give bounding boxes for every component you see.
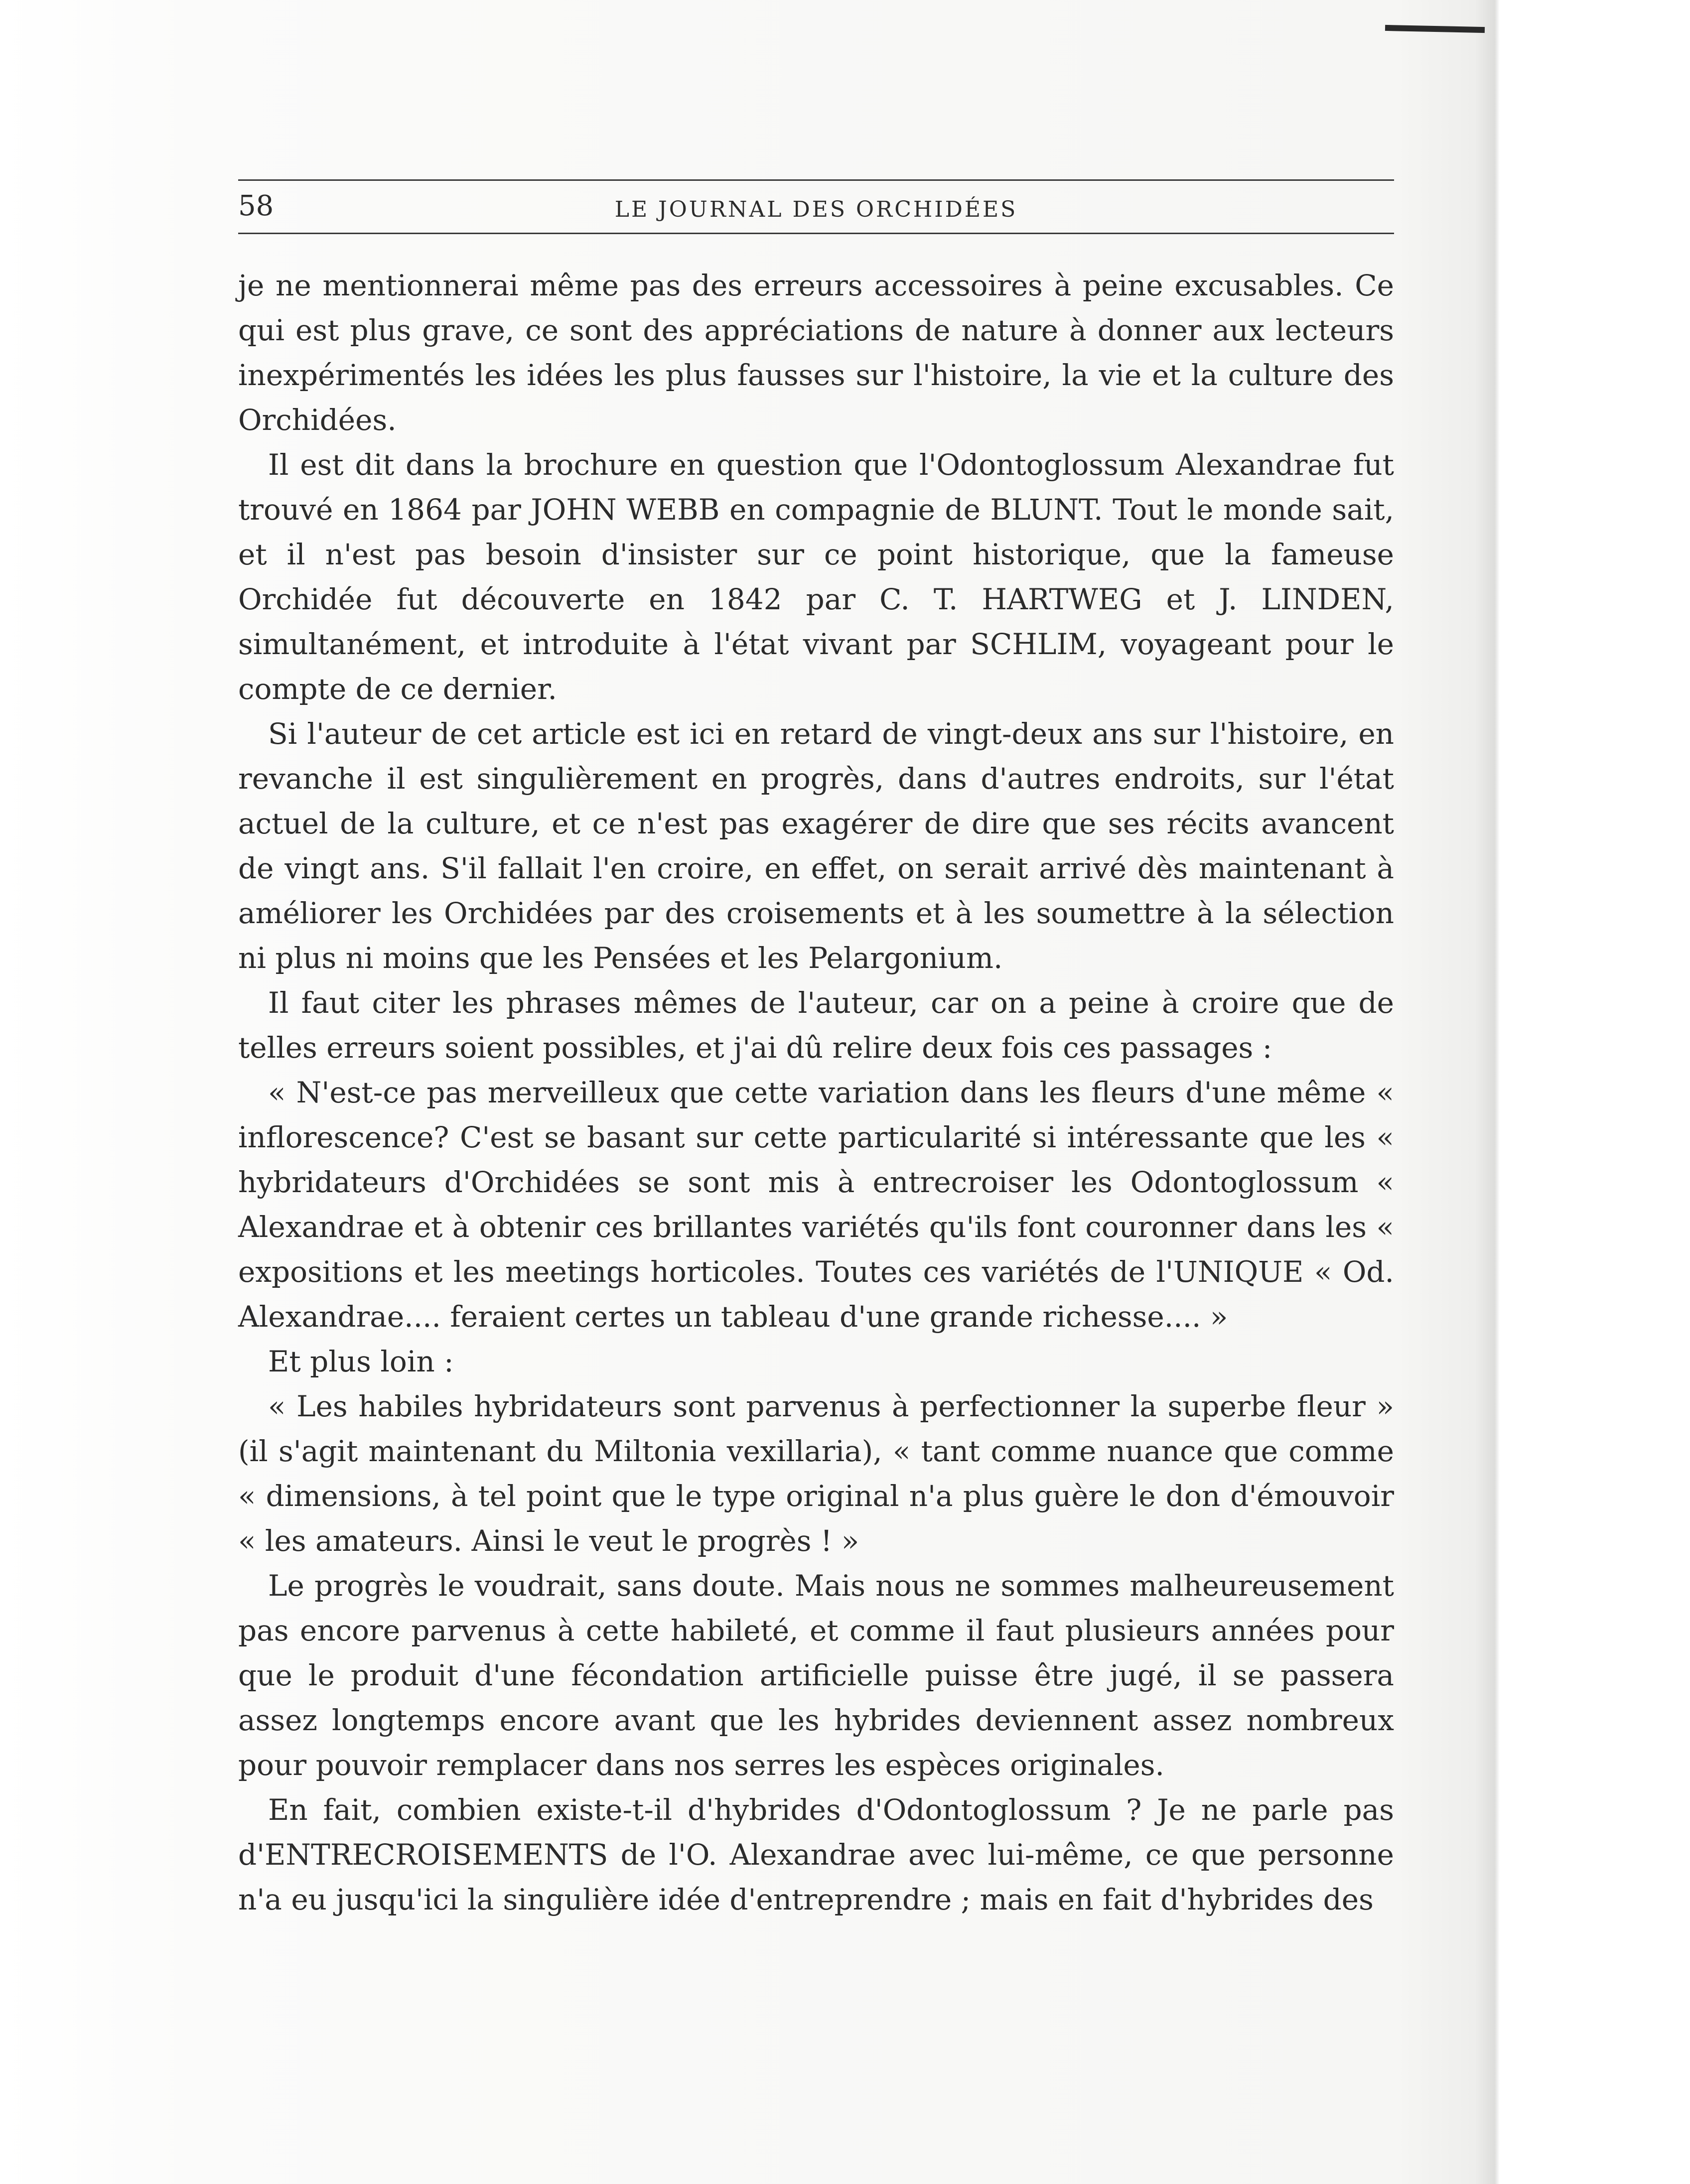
paragraph-errors: je ne mentionnerai même pas des erreurs accessoires à peine excusables. Ce qui est plus grave, ce sont des appréciations de nature à donner aux lecteurs inexpérimentés les idées les plus fausses sur l'histoire, la vie et la culture des Orchidées. <box>238 269 1394 437</box>
journal-page <box>238 179 1394 1922</box>
article-body <box>238 263 1394 1922</box>
page-header <box>238 181 1394 233</box>
quote-alexandrae: « N'est-ce pas merveilleux que cette variation dans les fleurs d'une même « inflorescence? C'est se basant sur cette particularité si intéressante que les « hybridateurs d'Orchidées se sont mis à entrecroiser les Odontoglossum « Alexandrae et à obtenir ces brillantes variétés qu'ils font couronner dans les « expositions et les meetings horticoles. Toutes ces variétés de l'UNIQUE « Od. Alexandrae.... feraient certes un tableau d'une grande richesse.... » <box>238 1076 1394 1334</box>
paragraph-culture-progress: Si l'auteur de cet article est ici en retard de vingt-deux ans sur l'histoire, en revanche il est singulièrement en progrès, dans d'autres endroits, sur l'état actuel de la culture, et ce n'est pas exagérer de dire que ses récits avancent de vingt ans. S'il fallait l'en croire, en effet, on serait arrivé dès maintenant à améliorer les Orchidées par des croisements et à les soumettre à la sélection ni plus ni moins que les Pensées et les Pelargonium. <box>238 717 1394 975</box>
paragraph-discovery-history: Il est dit dans la brochure en question que l'Odontoglossum Alexandrae fut trouvé en 1864 par JOHN WEBB en compagnie de BLUNT. Tout le monde sait, et il n'est pas besoin d'insister sur ce point historique, que la fameuse Orchidée fut découverte en 1842 par C. T. HARTWEG et J. LINDEN, simultanément, et introduite à l'état vivant par SCHLIM, voyageant pour le compte de ce dernier. <box>238 448 1394 706</box>
header-bottom-rule <box>238 233 1394 234</box>
paragraph-hybrids-count: En fait, combien existe-t-il d'hybrides d'Odontoglossum ? Je ne parle pas d'ENTRECROISEMENTS de l'O. Alexandrae avec lui-même, ce que personne n'a eu jusqu'ici la singulière idée d'entreprendre ; mais en fait d'hybrides des <box>238 1793 1394 1916</box>
paragraph-et-plus-loin: Et plus loin : <box>268 1345 454 1378</box>
paragraph-citation-intro: Il faut citer les phrases mêmes de l'auteur, car on a peine à croire que de telles erreurs soient possibles, et j'ai dû relire deux fois ces passages : <box>238 986 1394 1065</box>
page-number: 58 <box>238 190 274 222</box>
paragraph-progress-rebuttal: Le progrès le voudrait, sans doute. Mais nous ne sommes malheureusement pas encore parvenus à cette habileté, et comme il faut plusieurs années pour que le produit d'une fécondation artificielle puisse être jugé, il se passera assez longtemps encore avant que les hybrides deviennent assez nombreux pour pouvoir remplacer dans nos serres les espèces originales. <box>238 1569 1394 1782</box>
running-title: LE JOURNAL DES ORCHIDÉES <box>614 197 1018 222</box>
quote-miltonia: « Les habiles hybridateurs sont parvenus à perfectionner la superbe fleur » (il s'agit maintenant du Miltonia vexillaria), « tant comme nuance que comme « dimensions, à tel point que le type original n'a plus guère le don d'émouvoir « les amateurs. Ainsi le veut le progrès ! » <box>238 1389 1394 1558</box>
